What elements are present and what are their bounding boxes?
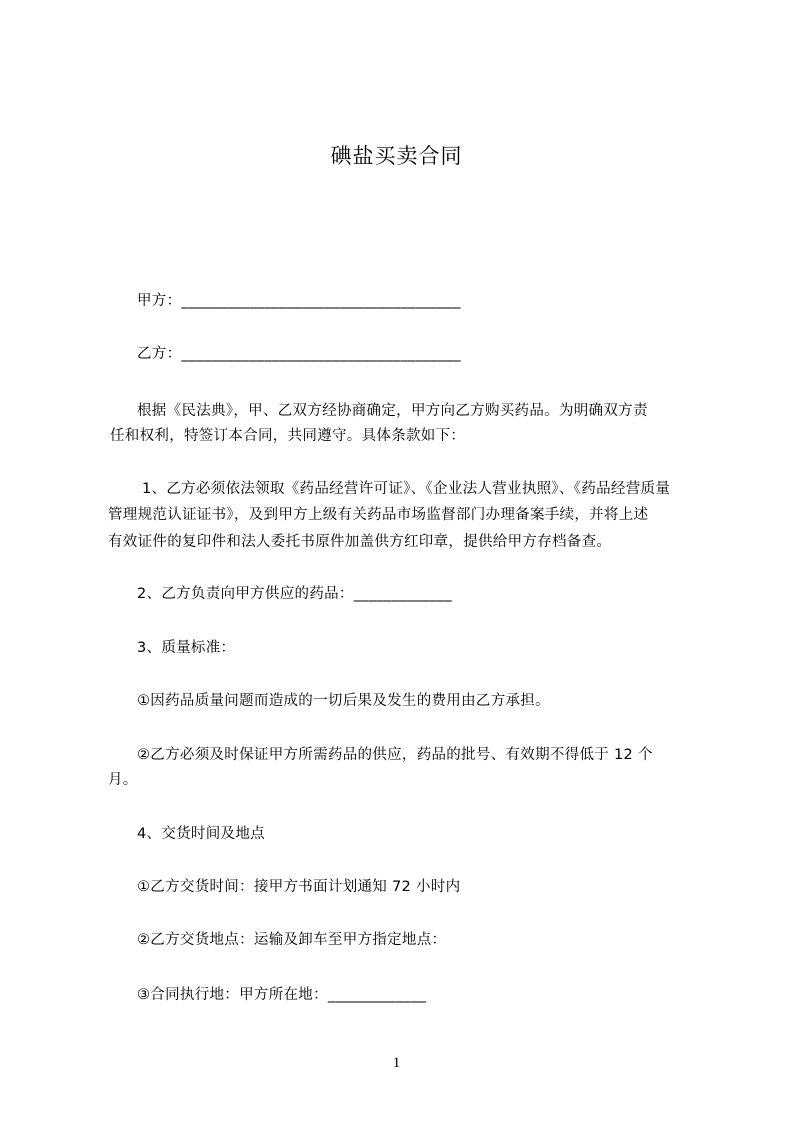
clause-3-item-2-line-2: 月。 <box>108 772 138 788</box>
clause-3-item-1: ①因药品质量问题而造成的一切后果及发生的费用由乙方承担。 <box>137 693 550 709</box>
clause-4-heading: 4、交货时间及地点 <box>137 826 265 842</box>
clause-3-heading: 3、质量标准： <box>137 640 236 656</box>
clause-4-item-2: ②乙方交货地点：运输及卸车至甲方指定地点： <box>137 932 447 948</box>
clause-1-line-3: 有效证件的复印件和法人委托书原件加盖供方红印章，提供给甲方存档备查。 <box>108 534 612 550</box>
clause-2: 2、乙方负责向甲方供应的药品：_____________ <box>137 586 452 602</box>
clause-1-line-1: 1、乙方必须依法领取《药品经营许可证》、《企业法人营业执照》、《药品经营质量 <box>142 481 671 497</box>
intro-paragraph-line-2: 任和权利，特签订本合同，共同遵守。具体条款如下： <box>110 428 466 444</box>
intro-paragraph-line-1: 根据《民法典》，甲、乙双方经协商确定，甲方向乙方购买药品。为明确双方责 <box>137 403 648 419</box>
document-title: 碘盐买卖合同 <box>330 144 463 168</box>
clause-4-item-1: ①乙方交货时间：接甲方书面计划通知 72 小时内 <box>137 879 461 895</box>
clause-4-item-3: ③合同执行地：甲方所在地：_____________ <box>137 987 427 1003</box>
party-a-line: 甲方：_____________________________________ <box>137 293 461 309</box>
page-number: 1 <box>392 1055 401 1071</box>
clause-3-item-2-line-1: ②乙方必须及时保证甲方所需药品的供应，药品的批号、有效期不得低于 12 个 <box>137 747 653 763</box>
clause-1-line-2: 管理规范认证证书》，及到甲方上级有关药品市场监督部门办理备案手续，并将上述 <box>108 507 649 523</box>
party-b-line: 乙方：_____________________________________ <box>137 346 461 362</box>
